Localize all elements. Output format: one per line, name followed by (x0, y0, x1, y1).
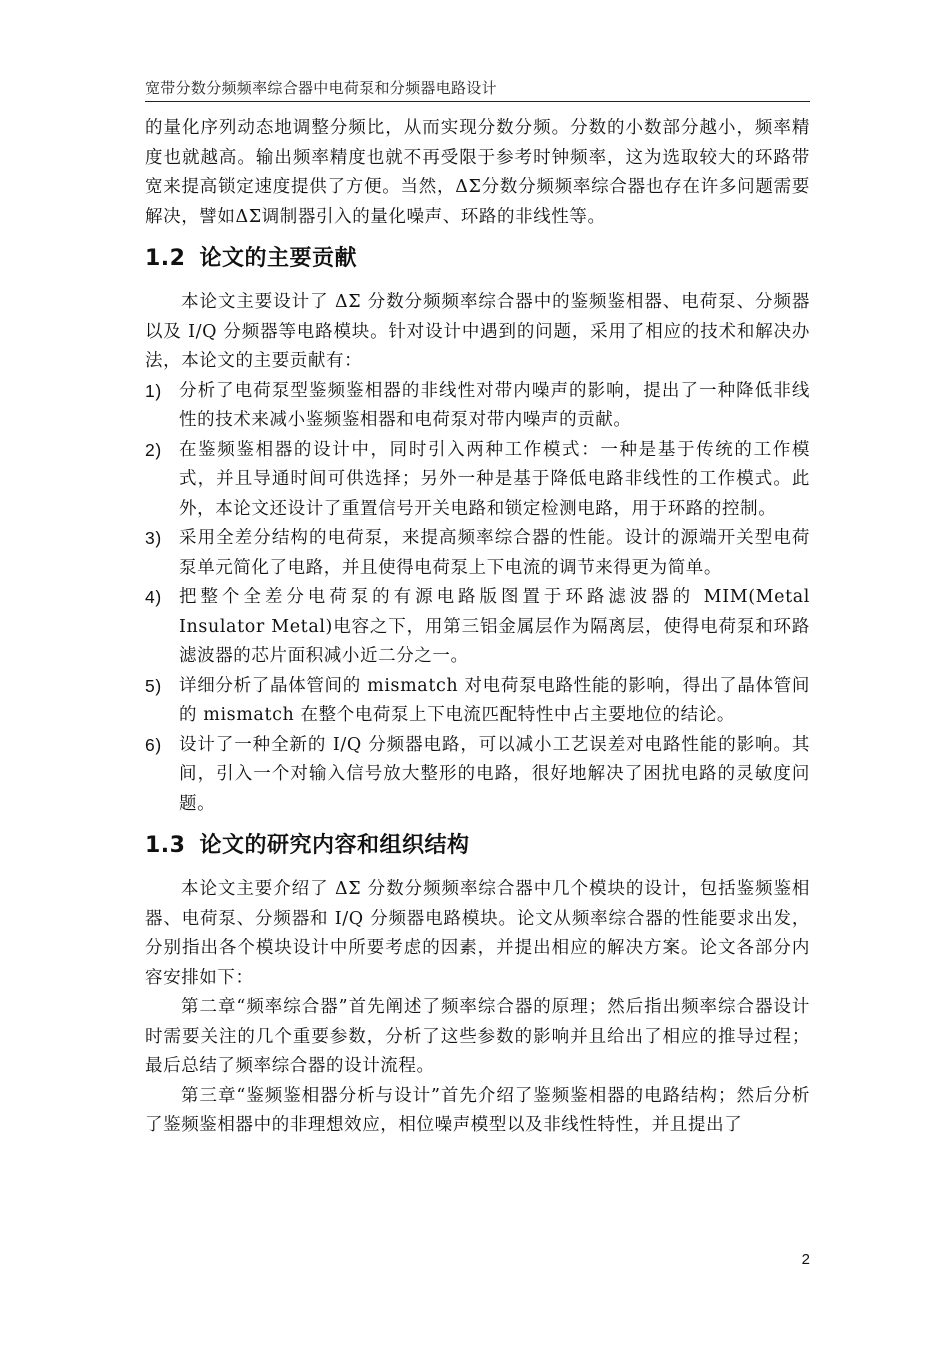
list-item (145, 672, 810, 731)
contributions-intro-paragraph: 本论文主要设计了 ΔΣ 分数分频频率综合器中的鉴频鉴相器、电荷泵、分频器以及 I/Q 分频器等电路模块。针对设计中遇到的问题，采用了相应的技术和解决办法，本论文的主要贡献有： (145, 292, 810, 371)
list-item-text: 设计了一种全新的 I/Q 分频器电路，可以减小工艺误差对电路性能的影响。其间，引入一个对输入信号放大整形的电路，很好地解决了困扰电路的灵敏度问题。 (179, 734, 810, 814)
body-paragraph: 第二章“频率综合器”首先阐述了频率综合器的原理；然后指出频率综合器设计时需要关注的几个重要参数，分析了这些参数的影响并且给出了相应的推导过程；最后总结了频率综合器的设计流程。 (145, 997, 810, 1076)
document-page (145, 0, 810, 1347)
list-item-number: 5) (145, 675, 162, 696)
section-number: 1.3 (145, 833, 186, 858)
header-divider (145, 101, 810, 102)
list-item (145, 436, 810, 525)
list-item-number: 1) (145, 380, 162, 401)
list-item-number: 4) (145, 587, 162, 607)
section-heading-1-3 (145, 831, 810, 861)
list-item-text: 分析了电荷泵型鉴频鉴相器的非线性对带内噪声的影响，提出了一种降低非线性的技术来减小鉴频鉴相器和电荷泵对带内噪声的贡献。 (179, 380, 810, 430)
section-title-text: 论文的研究内容和组织结构 (199, 833, 470, 858)
intro-paragraph: 的量化序列动态地调整分频比，从而实现分数分频。分数的小数部分越小，频率精度也就越高。输出频率精度也就不再受限于参考时钟频率，这为选取较大的环路带宽来提高锁定速度提供了方便。当然，ΔΣ分数分频频率综合器也存在许多问题需要解决，譬如ΔΣ调制器引入的量化噪声、环路的非线性等。 (145, 118, 810, 227)
list-item (145, 377, 810, 436)
contributions-list (145, 377, 810, 820)
section-number: 1.2 (145, 246, 186, 271)
list-item-text: 详细分析了晶体管间的 mismatch 对电荷泵电路性能的影响，得出了晶体管间的 mismatch 在整个电荷泵上下电流匹配特性中占主要地位的结论。 (179, 675, 810, 725)
list-item (145, 731, 810, 820)
list-item-number: 2) (145, 439, 162, 460)
list-item-text: 把整个全差分电荷泵的有源电路版图置于环路滤波器的 MIM(Metal Insulator Metal)电容之下，用第三铝金属层作为隔离层，使得电荷泵和环路滤波器的芯片面积减小近二分之一。 (179, 587, 810, 666)
list-item (145, 583, 810, 672)
list-item-number: 3) (145, 528, 162, 548)
list-item-text: 采用全差分结构的电荷泵，来提高频率综合器的性能。设计的源端开关型电荷泵单元简化了电路，并且使得电荷泵上下电流的调节来得更为简单。 (179, 528, 810, 578)
running-header: 宽带分数分频频率综合器中电荷泵和分频器电路设计 (145, 79, 497, 97)
list-item-text: 在鉴频鉴相器的设计中，同时引入两种工作模式：一种是基于传统的工作模式，并且导通时间可供选择；另外一种是基于降低电路非线性的工作模式。此外，本论文还设计了重置信号开关电路和锁定检测电路，用于环路的控制。 (179, 439, 810, 519)
list-item (145, 524, 810, 583)
section-title-text: 论文的主要贡献 (199, 246, 357, 271)
page-number: 2 (801, 1251, 810, 1268)
body-paragraph: 本论文主要介绍了 ΔΣ 分数分频频率综合器中几个模块的设计，包括鉴频鉴相器、电荷泵、分频器和 I/Q 分频器电路模块。论文从频率综合器的性能要求出发，分别指出各个模块设计中所要考虑的因素，并提出相应的解决方案。论文各部分内容安排如下： (145, 879, 810, 988)
list-item-number: 6) (145, 734, 162, 755)
body-paragraph: 第三章“鉴频鉴相器分析与设计”首先介绍了鉴频鉴相器的电路结构；然后分析了鉴频鉴相器中的非理想效应，相位噪声模型以及非线性特性，并且提出了 (145, 1085, 810, 1135)
page-content (145, 114, 810, 1141)
section-heading-1-2 (145, 244, 810, 274)
